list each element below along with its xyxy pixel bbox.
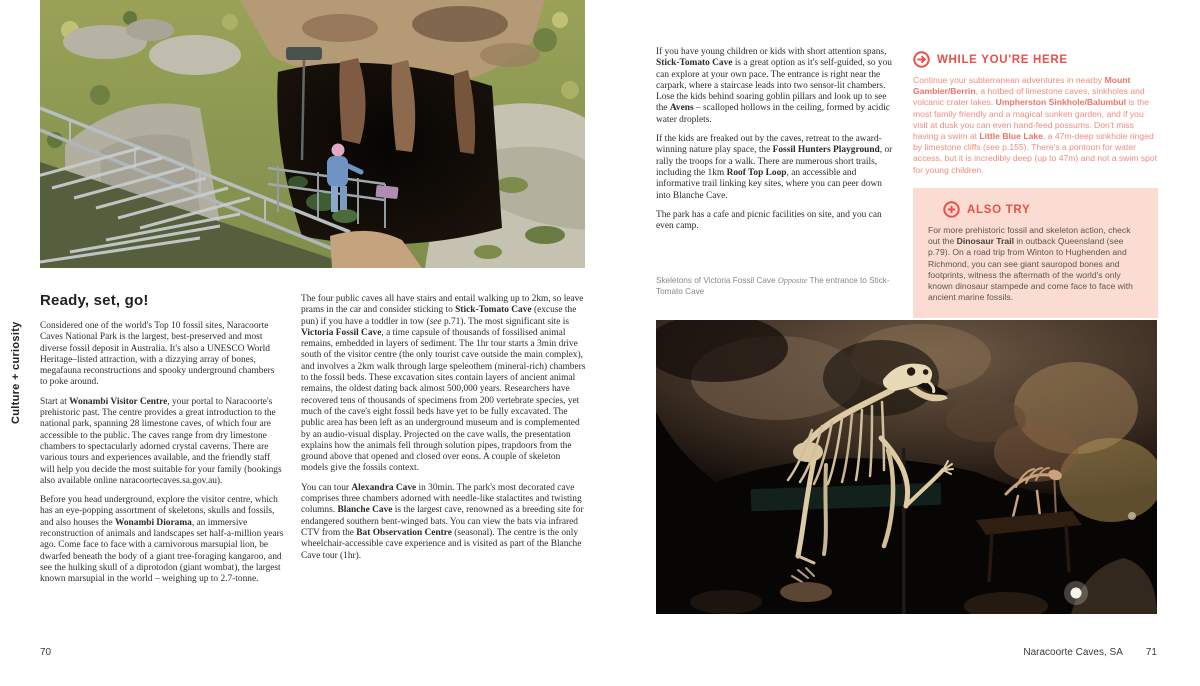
paragraph: Considered one of the world's Top 10 fossil sites, Naracoorte Caves National Park is the largest, best-preserved and most diverse fossil deposit in Australia. It's also a UNESCO World Heritage–listed attraction, with a dizzying array of bones, megafauna reconstructions and spooky underground chambers to poke around.	[40, 321, 275, 388]
fossil-cave-photo	[656, 320, 1157, 614]
person-pink-beanie	[332, 144, 345, 157]
paragraph: If you have young children or kids with short attention spans, Stick-Tomato Cave is a great option as it's self-guided, so you can explore at your own pace. The entrance is right near the carpark, where a staircase leads into two sensor-lit chambers. Lose the kids behind soaring goblin pillars and look up to see the Avens – scalloped hollows in the ceiling, formed by acidic water droplets.	[656, 47, 892, 125]
paragraph: Before you head underground, explore the visitor centre, which has an eye-popping assortment of skeletons, skulls and fossils, and also houses the Wonambi Diorama, an immersive reconstruction of animals and landscapes set half-a-million years ago. Come face to face with a carnivorous marsupial lion, be dwarfed beneath the body of a giant tree-foraging kangaroo, and see the hulking skull of a diprotodon (giant wombat), the largest known marsupial in the world – weighing up to 2.7-tonne.	[40, 495, 284, 585]
cave-entrance-photo	[40, 0, 585, 268]
photo-caption: Skeletons of Victoria Fossil Cave Opposite The entrance to Stick-Tomato Cave	[656, 276, 890, 296]
page-number-right: 71	[1145, 647, 1157, 658]
article-heading: Ready, set, go!	[40, 292, 149, 309]
left-column-2	[301, 294, 586, 570]
section-vertical-label: Culture + curiosity	[10, 321, 22, 425]
right-intro-column	[656, 47, 895, 240]
footer-chapter-label: Naracoorte Caves, SA	[1023, 647, 1123, 658]
right-footer	[856, 647, 1157, 658]
paragraph: The park has a cafe and picnic facilities on site, and you can even camp.	[656, 209, 882, 232]
arrow-right-circle-icon	[913, 51, 930, 68]
while-youre-here-body: Continue your subterranean adventures in nearby Mount Gambier/Berrin, a hotbed of limestone caves, sinkholes and volcanic crater lakes. Umpherston Sinkhole/Balumbul is the most family friendly and a magical sunken garden, and if you visit at dusk you can even hand-feed possums. Don't miss having a swim at Little Blue Lake, a 47m-deep sinkhole ringed by limestone cliffs (see p.155). There's a pontoon for water access, but it is incredibly deep (up to 47m) and not a swim spot for young children.	[913, 75, 1158, 175]
plus-circle-icon	[943, 201, 960, 218]
while-youre-here-section	[913, 51, 1158, 176]
while-youre-here-title: WHILE YOU'RE HERE	[937, 53, 1068, 66]
also-try-title: ALSO TRY	[967, 203, 1031, 216]
also-try-box	[913, 188, 1158, 318]
cave-entrance-photo-art	[40, 0, 585, 268]
paragraph: The four public caves all have stairs and entail walking up to 2km, so leave prams in the car and consider sticking to Stick-Tomato Cave (excuse the pun) if you have a toddler in tow (see p.71). The most significant site is Victoria Fossil Cave, a time capsule of thousands of fossilised animal remains, embedded in layers of sediment. The 1hr tour starts a 3min drive south of the visitor centre (the only tourist cave outside the main complex), and involves a 2km walk through large speleothem (mineral-rich) chambers to the fossil beds. These excavation sites contain layers of ancient animal remains, the oldest dating back almost 500,000 years. Researchers have recovered tens of thousands of specimens from 200 vertebrate species, yet much of the cave's eight fossil beds have yet to be fully excavated. The public area has been left as an underground museum and is complemented by an audio-visual display. Projected on the cave walls, the presentation explains how the animals fell through solution pipes, trapdoors from the ground above that opened and closed over eons. A couple of skeleton models give the fossils context.	[301, 294, 586, 474]
left-column-1	[40, 321, 284, 594]
paragraph: If the kids are freaked out by the caves, retreat to the award-winning nature play space, the Fossil Hunters Playground, or rally the troops for a walk. There are numerous short trails, including the 1km Roof Top Loop, an accessible and informative trail linking key sites, where you can peer down into Blanche Cave.	[656, 134, 893, 201]
also-try-header	[943, 201, 1143, 218]
also-try-body: For more prehistoric fossil and skeleton action, check out the Dinosaur Trail in outback Queensland (see p.79). On a road trip from Winton to Hughenden and Richmond, you can see giant sauropod bones and footprints, witness the aftermath of the world's only known dinosaur stampede and come face to face with ancient marine fossils.	[928, 225, 1133, 303]
page-number-left: 70	[40, 647, 52, 658]
paragraph: Start at Wonambi Visitor Centre, your portal to Naracoorte's prehistoric past. The centre provides a great introduction to the national park, spanning 28 limestone caves, of which four are accessible to the public. The caves range from dry limestone chambers to spectacularly adorned crystal caverns. There are various tours and experiences available, and the friendly staff will help you decide the most suitable for your family (bookings also available online naracoortecaves.sa.gov.au).	[40, 396, 282, 486]
while-youre-here-header	[913, 51, 1158, 68]
fossil-cave-photo-art	[656, 320, 1157, 614]
paragraph: You can tour Alexandra Cave in 30min. The park's most decorated cave comprises three chambers adorned with needle-like stalactites and twisting columns. Blanche Cave is the largest cave, renowned as a breeding site for endangered southern bent-winged bats. You can view the bats via infrared CTV from the Bat Observation Centre (seasonal). The centre is the only wheelchair-accessible cave experience and is visited as part of the Blanche Cave tour (1hr).	[301, 482, 584, 561]
